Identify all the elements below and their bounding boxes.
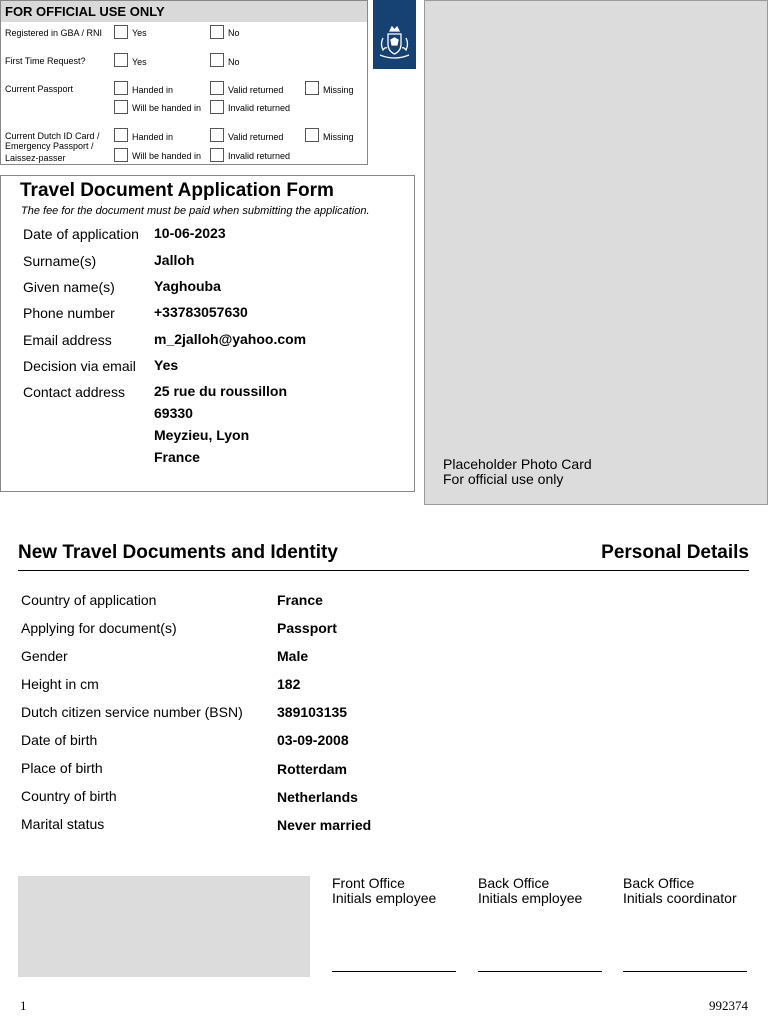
current-id-label-line3: Laissez-passer [5, 153, 66, 163]
front-office-signature-label [332, 876, 456, 906]
page-number: 1 [20, 998, 27, 1013]
back-office-coordinator-line1: Back Office [623, 875, 695, 891]
official-use-header: FOR OFFICIAL USE ONLY [1, 1, 367, 22]
registered-no-checkbox[interactable] [210, 25, 224, 39]
marital-status-label: Marital status [21, 816, 105, 832]
photo-placeholder-line1: Placeholder Photo Card [443, 456, 592, 472]
back-office-employee-signature-line[interactable] [478, 971, 602, 972]
photo-placeholder [424, 0, 768, 505]
given-names-value: Yaghouba [154, 278, 221, 294]
id-missing-checkbox[interactable] [305, 128, 319, 142]
height-value: 182 [277, 676, 301, 692]
passport-invalid-returned-label: Invalid returned [228, 103, 291, 113]
place-of-birth-label: Place of birth [21, 760, 103, 776]
date-of-birth-label: Date of birth [21, 732, 98, 748]
passport-handed-in-label: Handed in [132, 85, 174, 95]
decision-via-email-label: Decision via email [23, 358, 136, 374]
registered-yes-checkbox[interactable] [114, 25, 128, 39]
passport-will-be-handed-in-checkbox[interactable] [114, 100, 128, 114]
id-will-be-handed-in-label: Will be handed in [132, 151, 202, 161]
back-office-coordinator-line2: Initials coordinator [623, 890, 737, 906]
passport-missing-checkbox[interactable] [305, 81, 319, 95]
back-office-employee-line1: Back Office [478, 875, 550, 891]
bsn-value: 389103135 [277, 704, 348, 720]
current-passport-label: Current Passport [5, 84, 74, 94]
phone-number-value: +33783057630 [154, 304, 248, 320]
applying-for-document-value: Passport [277, 620, 337, 636]
passport-valid-returned-checkbox[interactable] [210, 81, 224, 95]
country-of-application-label: Country of application [21, 592, 157, 608]
id-valid-returned-checkbox[interactable] [210, 128, 224, 142]
photo-placeholder-text [443, 457, 592, 487]
email-address-label: Email address [23, 332, 112, 348]
section-title-left: New Travel Documents and Identity [18, 542, 338, 563]
section-heading [18, 542, 749, 571]
document-number: 992374 [709, 998, 748, 1013]
form-title: Travel Document Application Form [20, 180, 334, 201]
back-office-employee-line2: Initials employee [478, 890, 583, 906]
gender-value: Male [277, 648, 309, 664]
applying-for-document-label: Applying for document(s) [21, 620, 177, 636]
passport-will-be-handed-in-label: Will be handed in [132, 103, 202, 113]
front-office-line1: Front Office [332, 875, 405, 891]
place-of-birth-value: Rotterdam [277, 761, 348, 777]
contact-address-line4: France [154, 449, 200, 465]
surname-value: Jalloh [154, 252, 195, 268]
form-subtitle: The fee for the document must be paid when submitting the application. [21, 205, 370, 217]
first-time-yes-label: Yes [132, 57, 147, 67]
email-address-value: m_2jalloh@yahoo.com [154, 331, 307, 347]
id-valid-returned-label: Valid returned [228, 132, 284, 142]
id-invalid-returned-checkbox[interactable] [210, 148, 224, 162]
date-of-birth-value: 03-09-2008 [277, 732, 349, 748]
contact-address-line2: 69330 [154, 405, 193, 421]
current-id-label-line1: Current Dutch ID Card / [5, 131, 100, 141]
registered-yes-label: Yes [132, 28, 147, 38]
passport-handed-in-checkbox[interactable] [114, 81, 128, 95]
passport-missing-label: Missing [323, 85, 354, 95]
signature-gray-box [18, 876, 310, 977]
phone-number-label: Phone number [23, 305, 115, 321]
passport-valid-returned-label: Valid returned [228, 85, 284, 95]
contact-address-label: Contact address [23, 384, 125, 400]
height-label: Height in cm [21, 676, 99, 692]
gender-label: Gender [21, 648, 68, 664]
country-of-birth-label: Country of birth [21, 788, 117, 804]
back-office-coordinator-signature-label [623, 876, 747, 906]
registered-label: Registered in GBA / RNI [5, 28, 103, 38]
given-names-label: Given name(s) [23, 279, 115, 295]
official-use-box [0, 0, 368, 165]
passport-invalid-returned-checkbox[interactable] [210, 100, 224, 114]
surname-label: Surname(s) [23, 253, 97, 269]
dutch-coat-of-arms-icon [373, 0, 416, 69]
country-of-application-value: France [277, 592, 323, 608]
back-office-coordinator-signature-line[interactable] [623, 971, 747, 972]
id-missing-label: Missing [323, 132, 354, 142]
id-invalid-returned-label: Invalid returned [228, 151, 291, 161]
registered-no-label: No [228, 28, 240, 38]
front-office-signature-line[interactable] [332, 971, 456, 972]
decision-via-email-value: Yes [154, 357, 179, 373]
first-time-label: First Time Request? [5, 56, 86, 66]
date-of-application-value: 10-06-2023 [154, 225, 226, 241]
first-time-no-label: No [228, 57, 240, 67]
date-of-application-label: Date of application [23, 226, 139, 242]
back-office-employee-signature-label [478, 876, 602, 906]
photo-placeholder-line2: For official use only [443, 471, 564, 487]
id-handed-in-label: Handed in [132, 132, 174, 142]
contact-address-line1: 25 rue du roussillon [154, 383, 288, 399]
section-title-right: Personal Details [601, 542, 749, 563]
first-time-yes-checkbox[interactable] [114, 53, 128, 67]
id-handed-in-checkbox[interactable] [114, 128, 128, 142]
country-of-birth-value: Netherlands [277, 789, 358, 805]
marital-status-value: Never married [277, 817, 372, 833]
front-office-line2: Initials employee [332, 890, 437, 906]
application-form-box [0, 175, 415, 492]
id-will-be-handed-in-checkbox[interactable] [114, 148, 128, 162]
first-time-no-checkbox[interactable] [210, 53, 224, 67]
current-id-label-line2: Emergency Passport / [5, 141, 94, 151]
bsn-label: Dutch citizen service number (BSN) [21, 704, 243, 720]
contact-address-line3: Meyzieu, Lyon [154, 427, 250, 443]
